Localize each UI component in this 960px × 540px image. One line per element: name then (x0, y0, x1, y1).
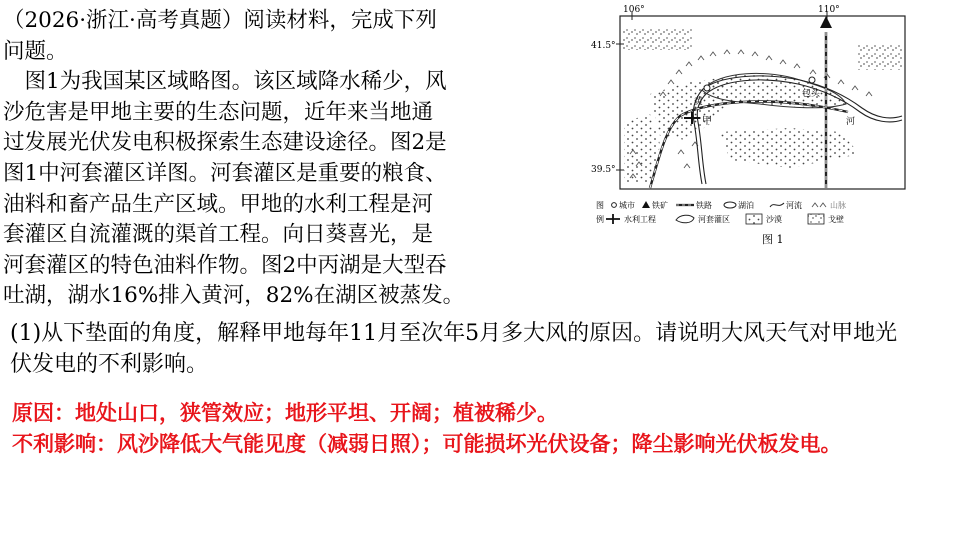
legend-desert: 沙漠 (766, 215, 782, 224)
lon-label-110: 110° (818, 5, 840, 15)
legend-water-project: 水利工程 (624, 215, 656, 224)
place-label-jia: 甲 (702, 116, 712, 127)
place-label-huang: 黄 (694, 97, 704, 107)
figure-1-map (590, 4, 920, 249)
map-legend (596, 200, 846, 224)
lat-label-41-5: 41.5° (591, 41, 616, 51)
passage-line: （2026·浙江·高考真题）阅读材料，完成下列 (3, 8, 437, 33)
passage-line: 油料和畜产品生产区域。甲地的水利工程是河 (3, 191, 434, 217)
city-marker (704, 85, 710, 91)
legend-river: 河流 (786, 201, 802, 210)
answer-cause: 原因：地处山口，狭管效应；地形平坦、开阔；植被稀少。 (12, 401, 558, 425)
answer-block (12, 398, 942, 460)
passage-line: 图1为我国某区域略图。该区域降水稀少，风 (3, 69, 447, 95)
legend-mountain: 山脉 (830, 201, 846, 210)
passage-line: 河套灌区的特色油料作物。图2中丙湖是大型吞 (3, 252, 447, 278)
lon-label-106: 106° (623, 5, 645, 15)
lat-label-39-5: 39.5° (591, 165, 616, 175)
legend-railway: 铁路 (696, 201, 712, 210)
figure-caption: 图 1 (762, 233, 784, 246)
city-marker-baotou (809, 77, 815, 83)
legend-gobi: 戈壁 (828, 215, 844, 224)
legend-lake: 湖泊 (738, 201, 754, 210)
passage-line: 沙危害是甲地主要的生态问题，近年来当地通 (3, 99, 434, 125)
gobi-area (622, 28, 692, 50)
legend-hetao: 河套灌区 (698, 215, 730, 224)
question-1: (1)从下垫面的角度，解释甲地每年11月至次年5月多大风的原因。请说明大风天气对甲地光伏发电的不利影响。 (10, 321, 898, 377)
passage-line: 吐湖，湖水16%排入黄河，82%在湖区被蒸发。 (3, 283, 465, 309)
place-label-he: 河 (846, 117, 856, 127)
passage-line: 图1中河套灌区详图。河套灌区是重要的粮食、 (3, 160, 447, 186)
passage-line: 问题。 (3, 38, 68, 64)
passage-line: 套灌区自流灌溉的渠首工程。向日葵喜光，是 (3, 222, 434, 248)
answer-impact: 不利影响：风沙降低大气能见度（减弱日照）；可能损坏光伏设备；降尘影响光伏板发电。 (12, 432, 842, 456)
legend-city: 城市 (619, 201, 635, 210)
passage (3, 6, 543, 312)
legend-title-bottom: 例 (596, 215, 604, 224)
legend-iron-mine: 铁矿 (652, 201, 668, 210)
legend-title-top: 图 (596, 201, 604, 210)
gobi-area-right (858, 44, 902, 70)
passage-line: 过发展光伏发电积极探索生态建设途径。图2是 (3, 130, 447, 156)
place-label-baotou: 包头 (802, 89, 821, 99)
